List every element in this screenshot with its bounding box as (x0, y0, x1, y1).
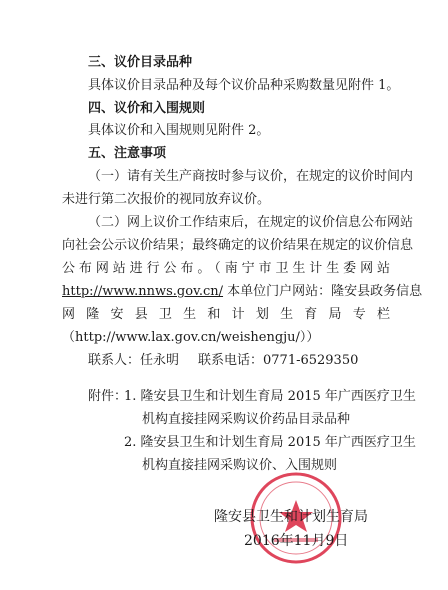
section5-heading: 五、注意事项 (88, 146, 167, 161)
section4-text: 具体议价和入围规则见附件 2。 (88, 123, 270, 138)
attachments-label: 附件： (88, 389, 128, 404)
section3-heading: 三、议价目录品种 (88, 55, 193, 70)
note2-line5: 网隆安县卫生和计划生育局专栏 (62, 307, 390, 322)
nnws-link[interactable]: http://www.nnws.gov.cn/ (62, 284, 224, 299)
attachment1-line1: 1. 隆安县卫生和计划生育局 2015 年广西医疗卫生 (124, 389, 416, 404)
note1-line1: （一）请有关生产商按时参与议价，在规定的议价时间内 (88, 169, 414, 184)
attachment2-line1: 2. 隆安县卫生和计划生育局 2015 年广西医疗卫生 (124, 435, 416, 450)
note2-line3: 公布网站进行公布。（南宁市卫生计生委网站 (62, 261, 390, 276)
note2-line4-rest: 本单位门户网站：隆安县政务信息 (223, 284, 423, 299)
contact-person: 联系人：任永明 (88, 353, 180, 368)
section4-heading: 四、议价和入围规则 (88, 101, 206, 116)
note2-line2: 向社会公示议价结果；最终确定的议价结果在规定的议价信息 (62, 238, 414, 253)
note2-line1: （二）网上议价工作结束后，在规定的议价信息公布网站 (88, 215, 414, 230)
note2-line6: （http://www.lax.gov.cn/weishengju/）） (62, 330, 320, 345)
attachment2-line2: 机构直接挂网采购议价、入围规则 (142, 458, 338, 473)
signer: 隆安县卫生和计划生育局 (214, 509, 368, 525)
section3-text: 具体议价目录品种及每个议价品种采购数量见附件 1。 (88, 78, 400, 93)
issue-date: 2016年11月9日 (244, 533, 349, 549)
note2-line4 (62, 283, 422, 301)
contact-phone: 联系电话：0771-6529350 (198, 353, 359, 368)
attachment1-line2: 机构直接挂网采购议价药品目录品种 (142, 412, 351, 427)
note1-line2: 未进行第二次报价的视同放弃议价。 (62, 192, 271, 207)
